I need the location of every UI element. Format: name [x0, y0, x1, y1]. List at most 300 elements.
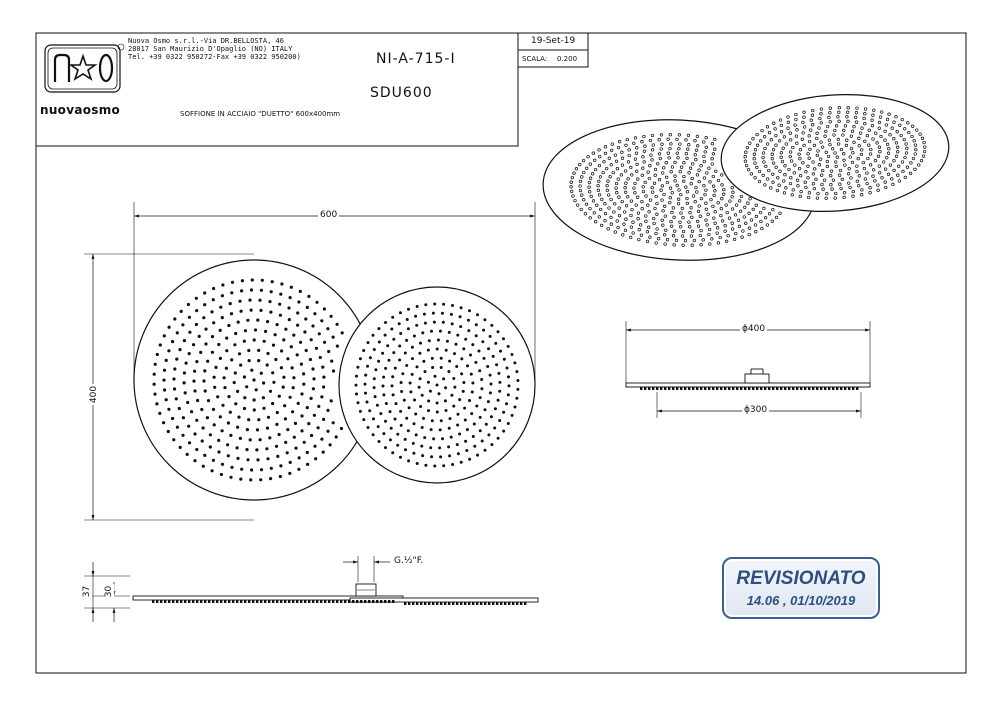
- nozzle-dot: [449, 417, 452, 420]
- nozzle-dot: [312, 387, 315, 390]
- nozzle-dot: [266, 427, 269, 430]
- nozzle-tooth: [492, 602, 494, 605]
- nozzle-dot: [266, 457, 269, 460]
- nozzle-dot: [362, 349, 365, 352]
- nozzle-dot: [207, 399, 210, 402]
- nozzle-dot: [175, 358, 178, 361]
- nozzle-dot: [307, 422, 310, 425]
- nozzle-dot: [467, 319, 470, 322]
- nozzle-dot: [237, 321, 240, 324]
- perspective-view: [540, 87, 953, 267]
- nozzle-dot: [355, 384, 358, 387]
- nozzle-dot: [217, 343, 220, 346]
- nozzle-dot: [230, 466, 233, 469]
- nozzle-dot: [475, 323, 478, 326]
- nozzle-dot: [217, 450, 220, 453]
- nozzle-dot: [391, 451, 394, 454]
- nozzle-dot: [411, 346, 414, 349]
- nozzle-dot: [470, 412, 473, 415]
- nozzle-tooth: [332, 600, 334, 603]
- nozzle-tooth: [344, 600, 346, 603]
- nozzle-tooth: [812, 387, 814, 390]
- nozzle-dot: [440, 357, 443, 360]
- nozzle-dot: [153, 393, 156, 396]
- nozzle-dot: [180, 310, 183, 313]
- nozzle-dot: [418, 386, 421, 389]
- nozzle-dot: [372, 433, 375, 436]
- nozzle-dot: [407, 459, 410, 462]
- nozzle-dot: [250, 288, 253, 291]
- nozzle-tooth: [196, 600, 198, 603]
- nozzle-tooth: [688, 387, 690, 390]
- product-description: SOFFIONE IN ACCIAIO "DUETTO" 600x400mm: [180, 110, 341, 118]
- nozzle-dot: [188, 331, 191, 334]
- nozzle-tooth: [416, 602, 418, 605]
- nozzle-dot: [364, 374, 367, 377]
- nozzle-dot: [291, 410, 294, 413]
- nozzle-tooth: [240, 600, 242, 603]
- nozzle-dot: [377, 327, 380, 330]
- nozzle-dot: [483, 318, 486, 321]
- nozzle-tooth: [352, 600, 354, 603]
- nozzle-tooth: [816, 387, 818, 390]
- nozzle-dot: [366, 401, 369, 404]
- nozzle-dot: [392, 351, 395, 354]
- nozzle-dot: [248, 299, 251, 302]
- nozzle-tooth: [756, 387, 758, 390]
- nozzle-dot: [250, 309, 253, 312]
- nozzle-dot: [168, 326, 171, 329]
- nozzle-dot: [490, 324, 493, 327]
- nozzle-dot: [390, 328, 393, 331]
- nozzle-dot: [303, 441, 306, 444]
- nozzle-dot: [457, 413, 460, 416]
- nozzle-dot: [396, 433, 399, 436]
- nozzle-dot: [305, 349, 308, 352]
- nozzle-dot: [154, 363, 157, 366]
- nozzle-dot: [471, 343, 474, 346]
- nozzle-tooth: [384, 600, 386, 603]
- nozzle-tooth: [428, 602, 430, 605]
- nozzle-dot: [212, 287, 215, 290]
- nozzle-dot: [236, 426, 239, 429]
- nozzle-tooth: [852, 387, 854, 390]
- nozzle-dot: [439, 330, 442, 333]
- nozzle-dot: [447, 445, 450, 448]
- side-view-bottom: [84, 556, 538, 622]
- nozzle-dot: [171, 417, 174, 420]
- nozzle-dot: [209, 433, 212, 436]
- nozzle-dot: [366, 365, 369, 368]
- nozzle-dot: [292, 386, 295, 389]
- nozzle-dot: [297, 402, 300, 405]
- nozzle-dot: [260, 468, 263, 471]
- nozzle-dot: [465, 449, 468, 452]
- nozzle-dot: [268, 436, 271, 439]
- nozzle-dot: [409, 382, 412, 385]
- nozzle-dot: [278, 433, 281, 436]
- nozzle-dot: [195, 323, 198, 326]
- nozzle-dot: [327, 350, 330, 353]
- nozzle-dot: [162, 421, 165, 424]
- nozzle-dot: [206, 416, 209, 419]
- nozzle-tooth: [304, 600, 306, 603]
- nozzle-dot: [382, 376, 385, 379]
- nozzle-dot: [445, 349, 448, 352]
- nozzle-tooth: [252, 600, 254, 603]
- nozzle-tooth: [768, 387, 770, 390]
- nozzle-tooth: [656, 387, 658, 390]
- nozzle-tooth: [284, 600, 286, 603]
- nozzle-dot: [279, 314, 282, 317]
- nozzle-dot: [310, 434, 313, 437]
- nozzle-dot: [176, 426, 179, 429]
- nozzle-dot: [188, 352, 191, 355]
- nozzle-tooth: [508, 602, 510, 605]
- nozzle-dot: [212, 408, 215, 411]
- scale-label: SCALA:: [522, 55, 548, 63]
- nozzle-dot: [297, 300, 300, 303]
- nozzle-dot: [219, 415, 222, 418]
- nozzle-dot: [279, 464, 282, 467]
- nozzle-dot: [447, 370, 450, 373]
- nozzle-dot: [336, 345, 339, 348]
- nozzle-dot: [489, 335, 492, 338]
- nozzle-dot: [404, 352, 407, 355]
- nozzle-dot: [490, 415, 493, 418]
- nozzle-dot: [427, 409, 430, 412]
- nozzle-dot: [442, 377, 445, 380]
- nozzle-dot: [427, 400, 430, 403]
- nozzle-tooth: [168, 600, 170, 603]
- nozzle-dot: [231, 281, 234, 284]
- nozzle-dot: [441, 312, 444, 315]
- nozzle-dot: [225, 337, 228, 340]
- nozzle-tooth: [476, 602, 478, 605]
- nozzle-dot: [413, 399, 416, 402]
- nozzle-dot: [490, 383, 493, 386]
- nozzle-tooth: [280, 600, 282, 603]
- nozzle-dot: [255, 448, 258, 451]
- nozzle-tooth: [408, 602, 410, 605]
- nozzle-dot: [394, 367, 397, 370]
- nozzle-dot: [195, 309, 198, 312]
- nozzle-dot: [217, 439, 220, 442]
- nozzle-dot: [192, 380, 195, 383]
- nozzle-dot: [384, 334, 387, 337]
- nozzle-dot: [378, 341, 381, 344]
- nozzle-dot: [236, 446, 239, 449]
- nozzle-dot: [372, 417, 375, 420]
- nozzle-dot: [377, 360, 380, 363]
- nozzle-dot: [359, 410, 362, 413]
- nozzle-dot: [307, 295, 310, 298]
- nozzle-dot: [290, 286, 293, 289]
- nozzle-dot: [187, 303, 190, 306]
- nozzle-dot: [340, 427, 343, 430]
- nozzle-dot: [460, 372, 463, 375]
- nozzle-tooth: [440, 602, 442, 605]
- nozzle-dot: [400, 390, 403, 393]
- nozzle-dot: [414, 315, 417, 318]
- nozzle-dot: [286, 428, 289, 431]
- nozzle-dot: [450, 394, 453, 397]
- nozzle-dot: [508, 384, 511, 387]
- nozzle-dot: [271, 402, 274, 405]
- nozzle-dot: [382, 432, 385, 435]
- nozzle-dot: [487, 400, 490, 403]
- nozzle-dot: [511, 414, 514, 417]
- nozzle-dot: [202, 316, 205, 319]
- nozzle-dot: [284, 441, 287, 444]
- nozzle-dot: [319, 356, 322, 359]
- nozzle-dot: [492, 355, 495, 358]
- nozzle-tooth: [300, 600, 302, 603]
- nozzle-dot: [516, 379, 519, 382]
- nozzle-dot: [428, 339, 431, 342]
- nozzle-dot: [163, 369, 166, 372]
- nozzle-dot: [392, 338, 395, 341]
- nozzle-dot: [201, 439, 204, 442]
- nozzle-dot: [326, 430, 329, 433]
- nozzle-dot: [272, 381, 275, 384]
- nozzle-dot: [229, 476, 232, 479]
- nozzle-tooth: [488, 602, 490, 605]
- nozzle-dot: [330, 399, 333, 402]
- nozzle-dot: [421, 394, 424, 397]
- nozzle-dot: [247, 349, 250, 352]
- nozzle-dot: [288, 318, 291, 321]
- nozzle-dot: [280, 282, 283, 285]
- nozzle-dot: [379, 412, 382, 415]
- nozzle-dot: [515, 397, 518, 400]
- nozzle-dot: [418, 352, 421, 355]
- nozzle-dot: [219, 329, 222, 332]
- nozzle-dot: [195, 360, 198, 363]
- nozzle-dot: [451, 304, 454, 307]
- nozzle-dot: [332, 336, 335, 339]
- nozzle-dot: [306, 406, 309, 409]
- nozzle-dot: [275, 445, 278, 448]
- nozzle-dot: [213, 376, 216, 379]
- nozzle-dot: [274, 358, 277, 361]
- nozzle-dot: [286, 357, 289, 360]
- thread-spec: G.½"F.: [394, 556, 424, 566]
- nozzle-dot: [315, 301, 318, 304]
- nozzle-dot: [300, 414, 303, 417]
- nozzle-dot: [244, 329, 247, 332]
- nozzle-dot: [243, 396, 246, 399]
- nozzle-dot: [384, 321, 387, 324]
- nozzle-dot: [322, 376, 325, 379]
- nozzle-tooth: [424, 602, 426, 605]
- nozzle-dot: [394, 418, 397, 421]
- nozzle-dot: [411, 373, 414, 376]
- nozzle-dot: [253, 408, 256, 411]
- nozzle-dot: [195, 297, 198, 300]
- nozzle-dot: [513, 361, 516, 364]
- nozzle-tooth: [152, 600, 154, 603]
- right-nozzle-teeth: [640, 387, 858, 390]
- nozzle-dot: [278, 395, 281, 398]
- nozzle-dot: [229, 434, 232, 437]
- nozzle-dot: [399, 332, 402, 335]
- logo-wordmark: nuovaosmo: [40, 103, 121, 117]
- nozzle-dot: [279, 475, 282, 478]
- nozzle-dot: [419, 342, 422, 345]
- nozzle-tooth: [652, 387, 654, 390]
- nozzle-dot: [282, 376, 285, 379]
- nozzle-dot: [368, 409, 371, 412]
- nozzle-dot: [259, 478, 262, 481]
- nozzle-dot: [230, 312, 233, 315]
- nozzle-dot: [466, 428, 469, 431]
- nozzle-dot: [369, 356, 372, 359]
- nozzle-dot: [292, 376, 295, 379]
- nozzle-tooth: [244, 600, 246, 603]
- nozzle-dot: [266, 363, 269, 366]
- nozzle-dot: [326, 409, 329, 412]
- nozzle-dot: [167, 408, 170, 411]
- nozzle-tooth: [472, 602, 474, 605]
- nuova-osmo-logo: [45, 44, 124, 92]
- nozzle-dot: [195, 419, 198, 422]
- nozzle-dot: [424, 464, 427, 467]
- nozzle-dot: [367, 341, 370, 344]
- scale-value: 0.200: [557, 55, 578, 63]
- nozzle-dot: [489, 374, 492, 377]
- nozzle-tooth: [848, 387, 850, 390]
- nozzle-dot: [391, 384, 394, 387]
- nozzle-tooth: [764, 387, 766, 390]
- nozzle-dot: [310, 397, 313, 400]
- nozzle-dot: [311, 324, 314, 327]
- nozzle-tooth: [256, 600, 258, 603]
- nozzle-dot: [403, 399, 406, 402]
- nozzle-dot: [272, 344, 275, 347]
- nozzle-dot: [398, 359, 401, 362]
- nozzle-dot: [416, 365, 419, 368]
- nozzle-dot: [202, 465, 205, 468]
- nozzle-dot: [413, 335, 416, 338]
- nozzle-dot: [199, 351, 202, 354]
- nozzle-dot: [414, 413, 417, 416]
- nozzle-tooth: [468, 602, 470, 605]
- nozzle-dot: [159, 343, 162, 346]
- nozzle-dot: [190, 410, 193, 413]
- nozzle-dot: [212, 321, 215, 324]
- nozzle-dot: [511, 353, 514, 356]
- nozzle-dot: [226, 443, 229, 446]
- nozzle-dot: [330, 360, 333, 363]
- nozzle-tooth: [288, 600, 290, 603]
- nozzle-dot: [455, 365, 458, 368]
- nozzle-dot: [279, 293, 282, 296]
- nozzle-dot: [502, 411, 505, 414]
- nozzle-tooth: [800, 387, 802, 390]
- nozzle-dot: [269, 390, 272, 393]
- nozzle-dot: [436, 411, 439, 414]
- nozzle-dot: [456, 424, 459, 427]
- nozzle-tooth: [364, 600, 366, 603]
- nozzle-dot: [478, 369, 481, 372]
- nozzle-dot: [466, 364, 469, 367]
- nozzle-dot: [453, 386, 456, 389]
- nozzle-dot: [192, 343, 195, 346]
- nozzle-dot: [203, 369, 206, 372]
- nozzle-dot: [206, 360, 209, 363]
- nozzle-tooth: [640, 387, 642, 390]
- nozzle-dot: [514, 406, 517, 409]
- nozzle-dot: [294, 447, 297, 450]
- nozzle-dot: [187, 425, 190, 428]
- nozzle-dot: [313, 445, 316, 448]
- nozzle-dot: [459, 325, 462, 328]
- nozzle-dot: [209, 445, 212, 448]
- nozzle-tooth: [856, 387, 858, 390]
- nozzle-dot: [200, 408, 203, 411]
- nozzle-dot: [484, 449, 487, 452]
- nozzle-dot: [390, 427, 393, 430]
- nozzle-dot: [376, 404, 379, 407]
- nozzle-dot: [220, 473, 223, 476]
- nozzle-tooth: [748, 387, 750, 390]
- nozzle-dot: [172, 438, 175, 441]
- nozzle-tooth: [160, 600, 162, 603]
- nozzle-dot: [362, 418, 365, 421]
- nozzle-dot: [276, 411, 279, 414]
- nozzle-dot: [270, 290, 273, 293]
- nozzle-dot: [388, 359, 391, 362]
- nozzle-dot: [384, 367, 387, 370]
- nozzle-dot: [282, 386, 285, 389]
- nozzle-dot: [315, 347, 318, 350]
- nozzle-dot: [468, 399, 471, 402]
- nozzle-tooth: [368, 600, 370, 603]
- nozzle-tooth: [772, 387, 774, 390]
- nozzle-dot: [162, 379, 165, 382]
- nozzle-dot: [237, 416, 240, 419]
- nozzle-dot: [515, 370, 518, 373]
- nozzle-dot: [297, 468, 300, 471]
- nozzle-dot: [221, 429, 224, 432]
- nozzle-dot: [254, 328, 257, 331]
- nozzle-tooth: [268, 600, 270, 603]
- nozzle-dot: [320, 319, 323, 322]
- nozzle-tooth: [228, 600, 230, 603]
- nozzle-dot: [185, 362, 188, 365]
- nozzle-tooth: [320, 600, 322, 603]
- nozzle-dot: [289, 396, 292, 399]
- nozzle-dot: [498, 419, 501, 422]
- nozzle-dot: [198, 335, 201, 338]
- nozzle-dot: [202, 379, 205, 382]
- nozzle-tooth: [700, 387, 702, 390]
- nozzle-dot: [241, 279, 244, 282]
- nozzle-dot: [259, 438, 262, 441]
- nozzle-dot: [507, 345, 510, 348]
- nozzle-dot: [229, 411, 232, 414]
- nozzle-dot: [497, 372, 500, 375]
- nozzle-dot: [427, 349, 430, 352]
- nozzle-dot: [322, 451, 325, 454]
- nozzle-dot: [446, 340, 449, 343]
- nozzle-dot: [182, 416, 185, 419]
- nozzle-dot: [304, 317, 307, 320]
- nozzle-dot: [407, 327, 410, 330]
- nozzle-dot: [424, 370, 427, 373]
- nozzle-dot: [284, 328, 287, 331]
